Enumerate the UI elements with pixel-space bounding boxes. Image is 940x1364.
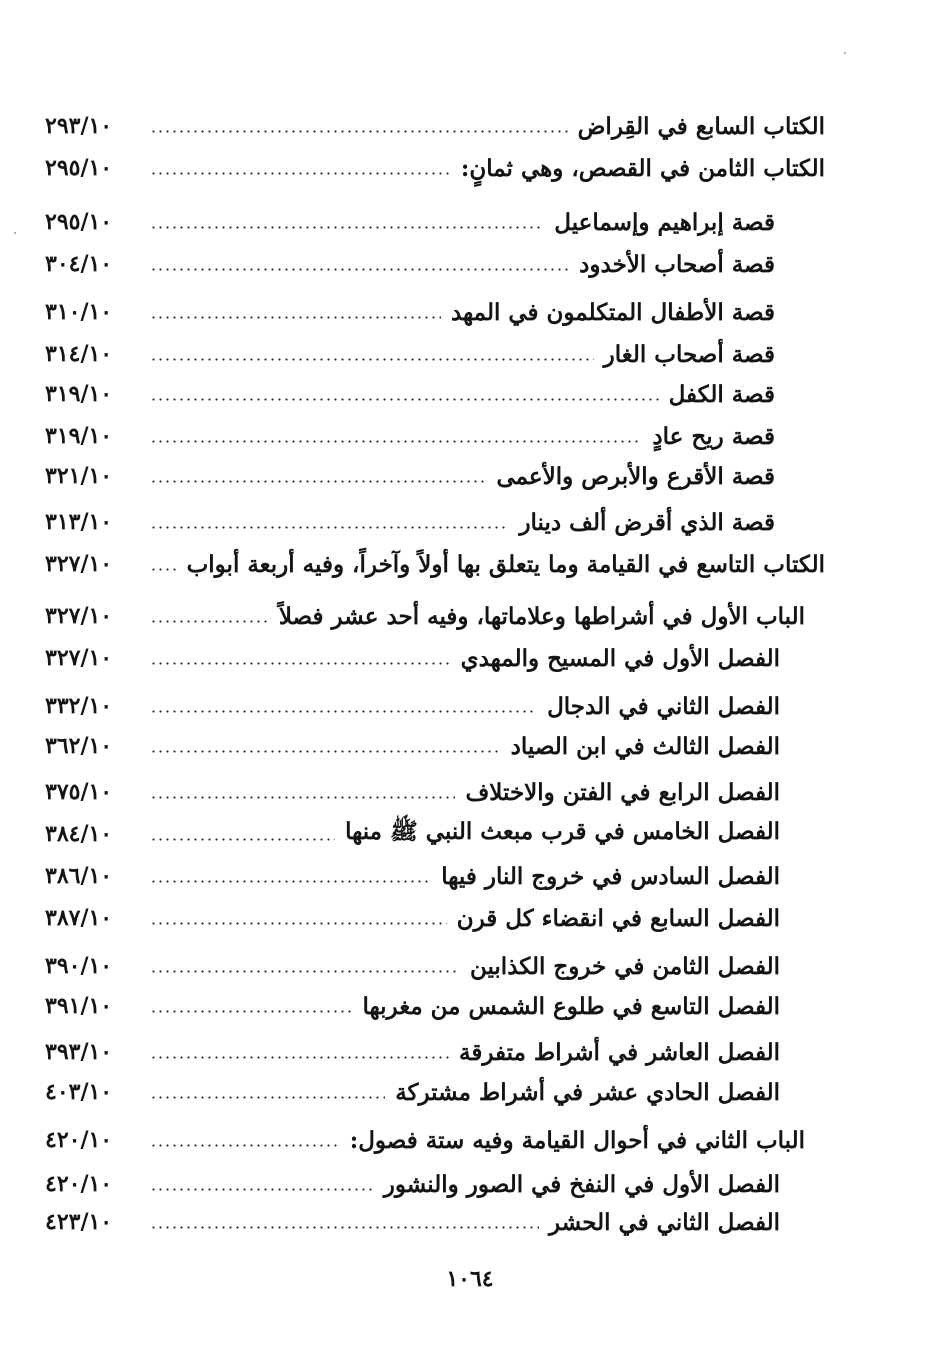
dot-leader: [150, 1096, 385, 1099]
entry-title: الفصل الأول في النفخ في الصور والنشور: [383, 1170, 780, 1198]
entry-page: ٣١٤/١٠: [45, 341, 113, 367]
toc-entry: [0, 332, 775, 376]
toc-entry: [0, 984, 780, 1028]
entry-page: ٣١٩/١٠: [45, 423, 113, 449]
dot-leader: [150, 568, 177, 571]
entry-page: ٤٢٣/١٠: [45, 1209, 113, 1235]
entry-page: ٣٩١/١٠: [45, 993, 113, 1019]
entry-page: ٣٢١/١٠: [45, 463, 113, 489]
entry-title: قصة أصحاب الغار: [603, 340, 775, 368]
entry-page: ٣٩٠/١٠: [45, 953, 113, 979]
entry-title: الفصل السادس في خروج النار فيها: [441, 862, 780, 890]
toc-entry: [0, 414, 775, 458]
dot-leader: [150, 226, 544, 229]
dot-leader: [150, 480, 486, 483]
entry-title: الكتاب السابع في القِراض: [577, 112, 825, 140]
toc-entry: [0, 854, 780, 898]
entry-page: ٣٠٤/١٠: [45, 251, 113, 277]
dot-leader: [150, 1010, 353, 1013]
entry-page: ٣٨٤/١٠: [45, 821, 113, 847]
entry-page: ٣٦٢/١٠: [45, 733, 113, 759]
dot-leader: [150, 880, 431, 883]
toc-entry: [0, 944, 780, 988]
entry-title: الفصل التاسع في طلوع الشمس من مغربها: [362, 992, 780, 1020]
toc-entry: [0, 1070, 780, 1114]
toc-entry: [0, 242, 775, 286]
toc-entry: [0, 454, 775, 498]
entry-title: الفصل الثاني في الدجال: [547, 692, 780, 720]
entry-title: قصة إبراهيم وإسماعيل: [554, 208, 775, 236]
dot-leader: [150, 662, 451, 665]
dot-leader: [150, 1188, 374, 1191]
entry-title: الفصل الخامس في قرب مبعث النبي ﷺ منها: [345, 818, 780, 845]
dot-leader: [150, 1144, 340, 1147]
toc-entry: [0, 104, 825, 148]
entry-page: ٤٠٣/١٠: [45, 1079, 113, 1105]
dot-leader: [150, 710, 537, 713]
entry-page: ٣٨٦/١٠: [45, 863, 113, 889]
dot-leader: [150, 1226, 539, 1229]
entry-page: ٢٩٥/١٠: [45, 155, 113, 181]
entry-page: ٢٩٣/١٠: [45, 113, 113, 139]
dot-leader: [150, 130, 568, 133]
entry-title: الفصل الأول في المسيح والمهدي: [460, 644, 780, 672]
toc-entry: [0, 372, 775, 416]
scan-speck: [844, 52, 846, 54]
dot-leader: [150, 526, 509, 529]
toc-entry: [0, 500, 775, 544]
toc-entry: [0, 290, 775, 334]
toc-entry: [0, 594, 805, 638]
entry-title: قصة ريح عادٍ: [652, 422, 775, 450]
dot-leader: [150, 796, 455, 799]
entry-page: ٣١٣/١٠: [45, 509, 113, 535]
dot-leader: [150, 358, 594, 361]
entry-title: الفصل الثالث في ابن الصياد: [510, 732, 780, 760]
toc-entry: [0, 770, 780, 814]
entry-page: ٤٢٠/١٠: [45, 1127, 113, 1153]
entry-page: ٣٢٧/١٠: [45, 551, 113, 577]
dot-leader: [150, 268, 569, 271]
toc-entry: [0, 542, 825, 586]
entry-page: ٣٨٧/١٠: [45, 905, 113, 931]
entry-title: قصة الأطفال المتكلمون في المهد: [450, 298, 775, 326]
entry-title: الفصل الثامن في خروج الكذابين: [469, 952, 780, 980]
dot-leader: [150, 620, 269, 623]
toc-entry: [0, 200, 775, 244]
entry-title: الفصل السابع في انقضاء كل قرن: [456, 904, 780, 932]
dot-leader: [150, 1056, 449, 1059]
entry-title: قصة الذي أقرض ألف دينار: [519, 508, 775, 536]
toc-entry: [0, 1200, 780, 1244]
toc-entry: [0, 146, 825, 190]
dot-leader: [150, 922, 447, 925]
entry-title: قصة الكفل: [668, 380, 775, 408]
toc-entry: [0, 896, 780, 940]
dot-leader: [150, 970, 460, 973]
toc-entry: [0, 1030, 780, 1074]
entry-title: الكتاب التاسع في القيامة وما يتعلق بها أولاً وآخراً، وفيه أربعة أبواب: [186, 550, 825, 578]
entry-title: الفصل العاشر في أشراط متفرقة: [459, 1038, 780, 1066]
entry-page: ٣٢٧/١٠: [45, 603, 113, 629]
page-number: ١٠٦٤: [446, 1266, 494, 1292]
entry-title: قصة الأقرع والأبرص والأعمى: [496, 462, 775, 490]
entry-page: ٣٣٢/١٠: [45, 693, 113, 719]
toc-entry: [0, 724, 780, 768]
entry-title: الفصل الرابع في الفتن والاختلاف: [465, 778, 780, 806]
dot-leader: [150, 440, 642, 443]
entry-title: الفصل الثاني في الحشر: [549, 1208, 780, 1236]
entry-page: ٤٢٠/١٠: [45, 1171, 113, 1197]
entry-page: ٣٩٣/١٠: [45, 1039, 113, 1065]
toc-entry: [0, 1118, 805, 1162]
dot-leader: [150, 838, 335, 841]
toc-entry: [0, 812, 780, 856]
entry-title: الفصل الحادي عشر في أشراط مشتركة: [395, 1078, 780, 1106]
dot-leader: [150, 172, 451, 175]
toc-entry: [0, 636, 780, 680]
entry-title: قصة أصحاب الأخدود: [579, 250, 775, 278]
entry-title: الكتاب الثامن في القصص، وهي ثمانٍ:: [460, 154, 825, 182]
entry-title: الباب الثاني في أحوال القيامة وفيه ستة فصول:: [349, 1126, 805, 1154]
dot-leader: [150, 750, 501, 753]
dot-leader: [150, 316, 441, 319]
dot-leader: [150, 398, 659, 401]
toc-entry: [0, 684, 780, 728]
entry-page: ٣٢٧/١٠: [45, 645, 113, 671]
entry-page: ٣٧٥/١٠: [45, 779, 113, 805]
scan-speck: [14, 232, 16, 234]
entry-page: ٣١٩/١٠: [45, 381, 113, 407]
entry-title: الباب الأول في أشراطها وعلاماتها، وفيه أحد عشر فصلاً: [278, 602, 805, 630]
entry-page: ٣١٠/١٠: [45, 299, 113, 325]
entry-page: ٢٩٥/١٠: [45, 209, 113, 235]
